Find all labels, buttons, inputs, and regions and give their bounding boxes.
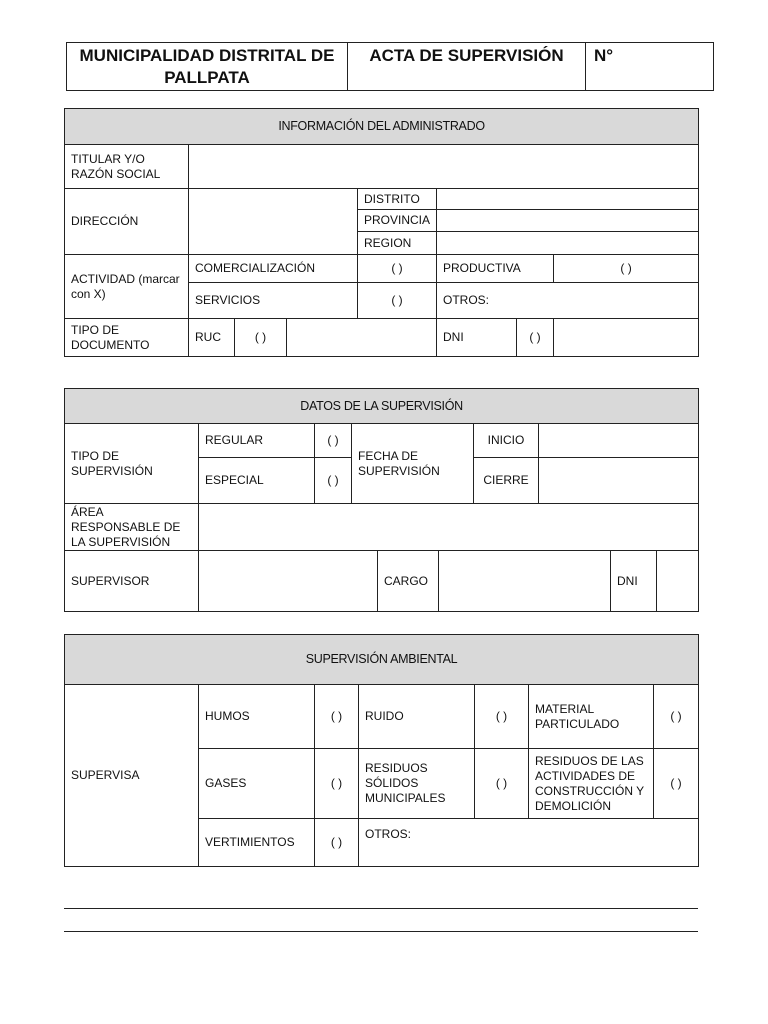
material-particulado-label: MATERIAL PARTICULADO	[529, 685, 654, 749]
tipo-supervision-label: TIPO DE SUPERVISIÓN	[65, 424, 199, 504]
residuos-construccion-label: RESIDUOS DE LAS ACTIVIDADES DE CONSTRUCCIÓN Y DEMOLICIÓN	[529, 749, 654, 819]
cargo-field[interactable]	[439, 551, 611, 612]
actividad-label: ACTIVIDAD (marcar con X)	[65, 255, 189, 319]
ruc-label: RUC	[189, 319, 235, 357]
material-particulado-checkbox[interactable]: ( )	[654, 685, 699, 749]
area-responsable-field[interactable]	[199, 504, 699, 551]
ambiental-table	[64, 634, 699, 867]
titular-field[interactable]	[189, 145, 699, 189]
vertimientos-label: VERTIMIENTOS	[199, 819, 315, 867]
document-number-label: N°	[594, 46, 614, 65]
regular-label: REGULAR	[199, 424, 315, 458]
fecha-supervision-label: FECHA DE SUPERVISIÓN	[352, 424, 474, 504]
supervision-table	[64, 388, 699, 612]
direccion-label: DIRECCIÓN	[65, 189, 189, 255]
comercializacion-label: COMERCIALIZACIÓN	[189, 255, 358, 283]
supervisor-dni-label: DNI	[611, 551, 657, 612]
titular-label: TITULAR Y/O RAZÓN SOCIAL	[65, 145, 189, 189]
tipo-documento-label: TIPO DE DOCUMENTO	[65, 319, 189, 357]
administrado-section-title: INFORMACIÓN DEL ADMINISTRADO	[65, 109, 699, 145]
document-title-box	[347, 42, 586, 91]
humos-checkbox[interactable]: ( )	[315, 685, 359, 749]
residuos-construccion-checkbox[interactable]: ( )	[654, 749, 699, 819]
supervisor-field[interactable]	[199, 551, 378, 612]
inicio-label: INICIO	[474, 424, 539, 458]
servicios-checkbox[interactable]: ( )	[358, 283, 437, 319]
especial-checkbox[interactable]: ( )	[315, 458, 352, 504]
ruido-label: RUIDO	[359, 685, 475, 749]
provincia-field[interactable]	[437, 210, 699, 232]
productiva-checkbox[interactable]: ( )	[554, 255, 699, 283]
dni-number-field[interactable]	[554, 319, 699, 357]
municipality-box	[66, 42, 348, 91]
municipality-name: MUNICIPALIDAD DISTRITAL DE PALLPATA	[79, 46, 335, 87]
ruc-checkbox[interactable]: ( )	[235, 319, 287, 357]
cierre-field[interactable]	[539, 458, 699, 504]
cargo-label: CARGO	[378, 551, 439, 612]
area-responsable-label: ÁREA RESPONSABLE DE LA SUPERVISIÓN	[65, 504, 199, 551]
humos-label: HUMOS	[199, 685, 315, 749]
dni-label: DNI	[437, 319, 517, 357]
distrito-field[interactable]	[437, 189, 699, 210]
document-number-box[interactable]	[585, 42, 714, 91]
distrito-label: DISTRITO	[358, 189, 437, 210]
inicio-field[interactable]	[539, 424, 699, 458]
supervision-section-title: DATOS DE LA SUPERVISIÓN	[65, 389, 699, 424]
writing-line[interactable]	[64, 908, 698, 909]
region-label: REGION	[358, 232, 437, 255]
servicios-label: SERVICIOS	[189, 283, 358, 319]
productiva-label: PRODUCTIVA	[437, 255, 554, 283]
comercializacion-checkbox[interactable]: ( )	[358, 255, 437, 283]
region-field[interactable]	[437, 232, 699, 255]
residuos-municipales-checkbox[interactable]: ( )	[475, 749, 529, 819]
gases-label: GASES	[199, 749, 315, 819]
supervisor-label: SUPERVISOR	[65, 551, 199, 612]
gases-checkbox[interactable]: ( )	[315, 749, 359, 819]
otros-ambiental-field[interactable]: OTROS:	[359, 819, 699, 867]
ambiental-section-title: SUPERVISIÓN AMBIENTAL	[65, 635, 699, 685]
direccion-field[interactable]	[189, 189, 358, 255]
regular-checkbox[interactable]: ( )	[315, 424, 352, 458]
supervisor-dni-field[interactable]	[657, 551, 699, 612]
provincia-label: PROVINCIA	[358, 210, 437, 232]
writing-line[interactable]	[64, 931, 698, 932]
especial-label: ESPECIAL	[199, 458, 315, 504]
ruc-number-field[interactable]	[287, 319, 437, 357]
otros-actividad-field[interactable]: OTROS:	[437, 283, 699, 319]
cierre-label: CIERRE	[474, 458, 539, 504]
residuos-municipales-label: RESIDUOS SÓLIDOS MUNICIPALES	[359, 749, 475, 819]
vertimientos-checkbox[interactable]: ( )	[315, 819, 359, 867]
document-title: ACTA DE SUPERVISIÓN	[369, 46, 564, 65]
ruido-checkbox[interactable]: ( )	[475, 685, 529, 749]
administrado-table	[64, 108, 699, 357]
dni-checkbox[interactable]: ( )	[517, 319, 554, 357]
supervisa-label: SUPERVISA	[65, 685, 199, 867]
